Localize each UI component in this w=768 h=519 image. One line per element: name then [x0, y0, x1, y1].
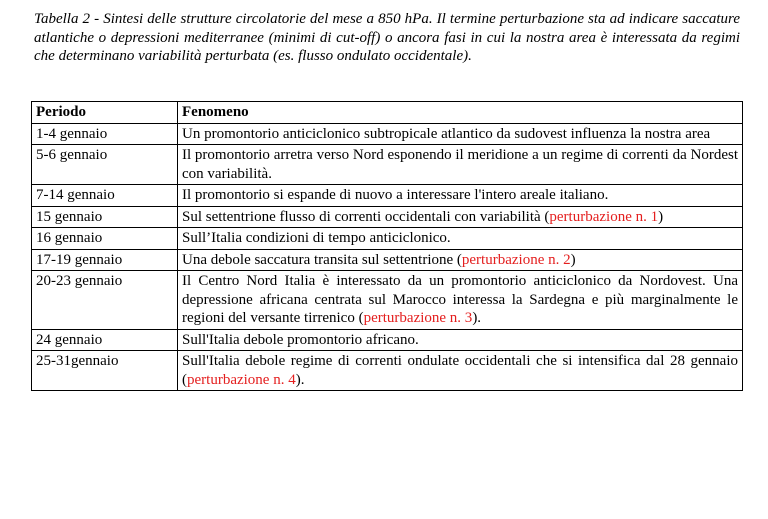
- circulation-table: [31, 101, 743, 391]
- table-row: [32, 351, 743, 391]
- phenomenon-suffix: ): [658, 208, 664, 225]
- table-row: [32, 329, 743, 351]
- period-cell: 15 gennaio: [32, 206, 178, 228]
- table-header-row: [32, 102, 743, 124]
- period-cell: 7-14 gennaio: [32, 185, 178, 207]
- period-cell: 1-4 gennaio: [32, 123, 178, 145]
- table-row: [32, 123, 743, 145]
- period-cell: 5-6 gennaio: [32, 145, 178, 185]
- table-row: [32, 271, 743, 330]
- phenomenon-cell: [178, 123, 743, 145]
- perturbation-label: perturbazione n. 4: [187, 371, 296, 388]
- phenomenon-cell: [178, 145, 743, 185]
- phenomenon-text: Un promontorio anticiclonico subtropicale atlantico da sudovest influenza la nostra area: [182, 125, 711, 142]
- period-cell: 17-19 gennaio: [32, 249, 178, 271]
- table-row: [32, 249, 743, 271]
- phenomenon-cell: [178, 185, 743, 207]
- period-cell: 20-23 gennaio: [32, 271, 178, 330]
- phenomenon-cell: [178, 249, 743, 271]
- phenomenon-suffix: ).: [295, 371, 305, 388]
- period-cell: 24 gennaio: [32, 329, 178, 351]
- period-cell: 25-31gennaio: [32, 351, 178, 391]
- period-cell: 16 gennaio: [32, 228, 178, 250]
- header-phenomenon: Fenomeno: [178, 102, 743, 124]
- perturbation-label: perturbazione n. 2: [461, 251, 571, 268]
- phenomenon-cell: [178, 206, 743, 228]
- phenomenon-cell: [178, 351, 743, 391]
- phenomenon-text: Sull'Italia debole regime di correnti ondulate occidentali che si intensifica dal 28 gennaio (: [182, 353, 738, 388]
- phenomenon-cell: [178, 329, 743, 351]
- phenomenon-text: Il promontorio si espande di nuovo a interessare l'intero areale italiano.: [182, 187, 609, 203]
- phenomenon-text: Il promontorio arretra verso Nord esponendo il meridione a un regime di correnti da Nordest con variabilità.: [182, 147, 738, 182]
- phenomenon-text: Sul settentrione flusso di correnti occidentali con variabilità (: [182, 208, 550, 225]
- perturbation-label: perturbazione n. 1: [549, 208, 659, 225]
- header-period: Periodo: [32, 102, 178, 124]
- table-row: [32, 206, 743, 228]
- phenomenon-text: Sull’Italia condizioni di tempo anticiclonico.: [182, 230, 451, 246]
- table-row: [32, 228, 743, 250]
- table-row: [32, 185, 743, 207]
- phenomenon-suffix: ): [570, 251, 576, 268]
- phenomenon-suffix: ).: [472, 310, 482, 326]
- table-row: [32, 145, 743, 185]
- phenomenon-cell: [178, 228, 743, 250]
- table-caption: Tabella 2 - Sintesi delle strutture circolatorie del mese a 850 hPa. Il termine perturbazione sta ad indicare saccature atlantiche o depressioni mediterranee (minimi di cut-off) o ancora fasi in cui la nostra area è interessata da regimi che determinano variabilità perturbata (es. flusso ondulato occidentale).: [34, 11, 740, 64]
- phenomenon-text: Sull'Italia debole promontorio africano.: [182, 331, 419, 348]
- perturbation-label: perturbazione n. 3: [363, 310, 473, 326]
- phenomenon-text: Una debole saccatura transita sul settentrione (: [182, 251, 462, 268]
- phenomenon-cell: [178, 271, 743, 330]
- phenomenon-text: Il Centro Nord Italia è interessato da un promontorio anticiclonico da Nordovest. Una depressione africana centrata sul Marocco interessa la Sardegna e più marginalmente le regioni del versante tirrenico (: [182, 273, 738, 326]
